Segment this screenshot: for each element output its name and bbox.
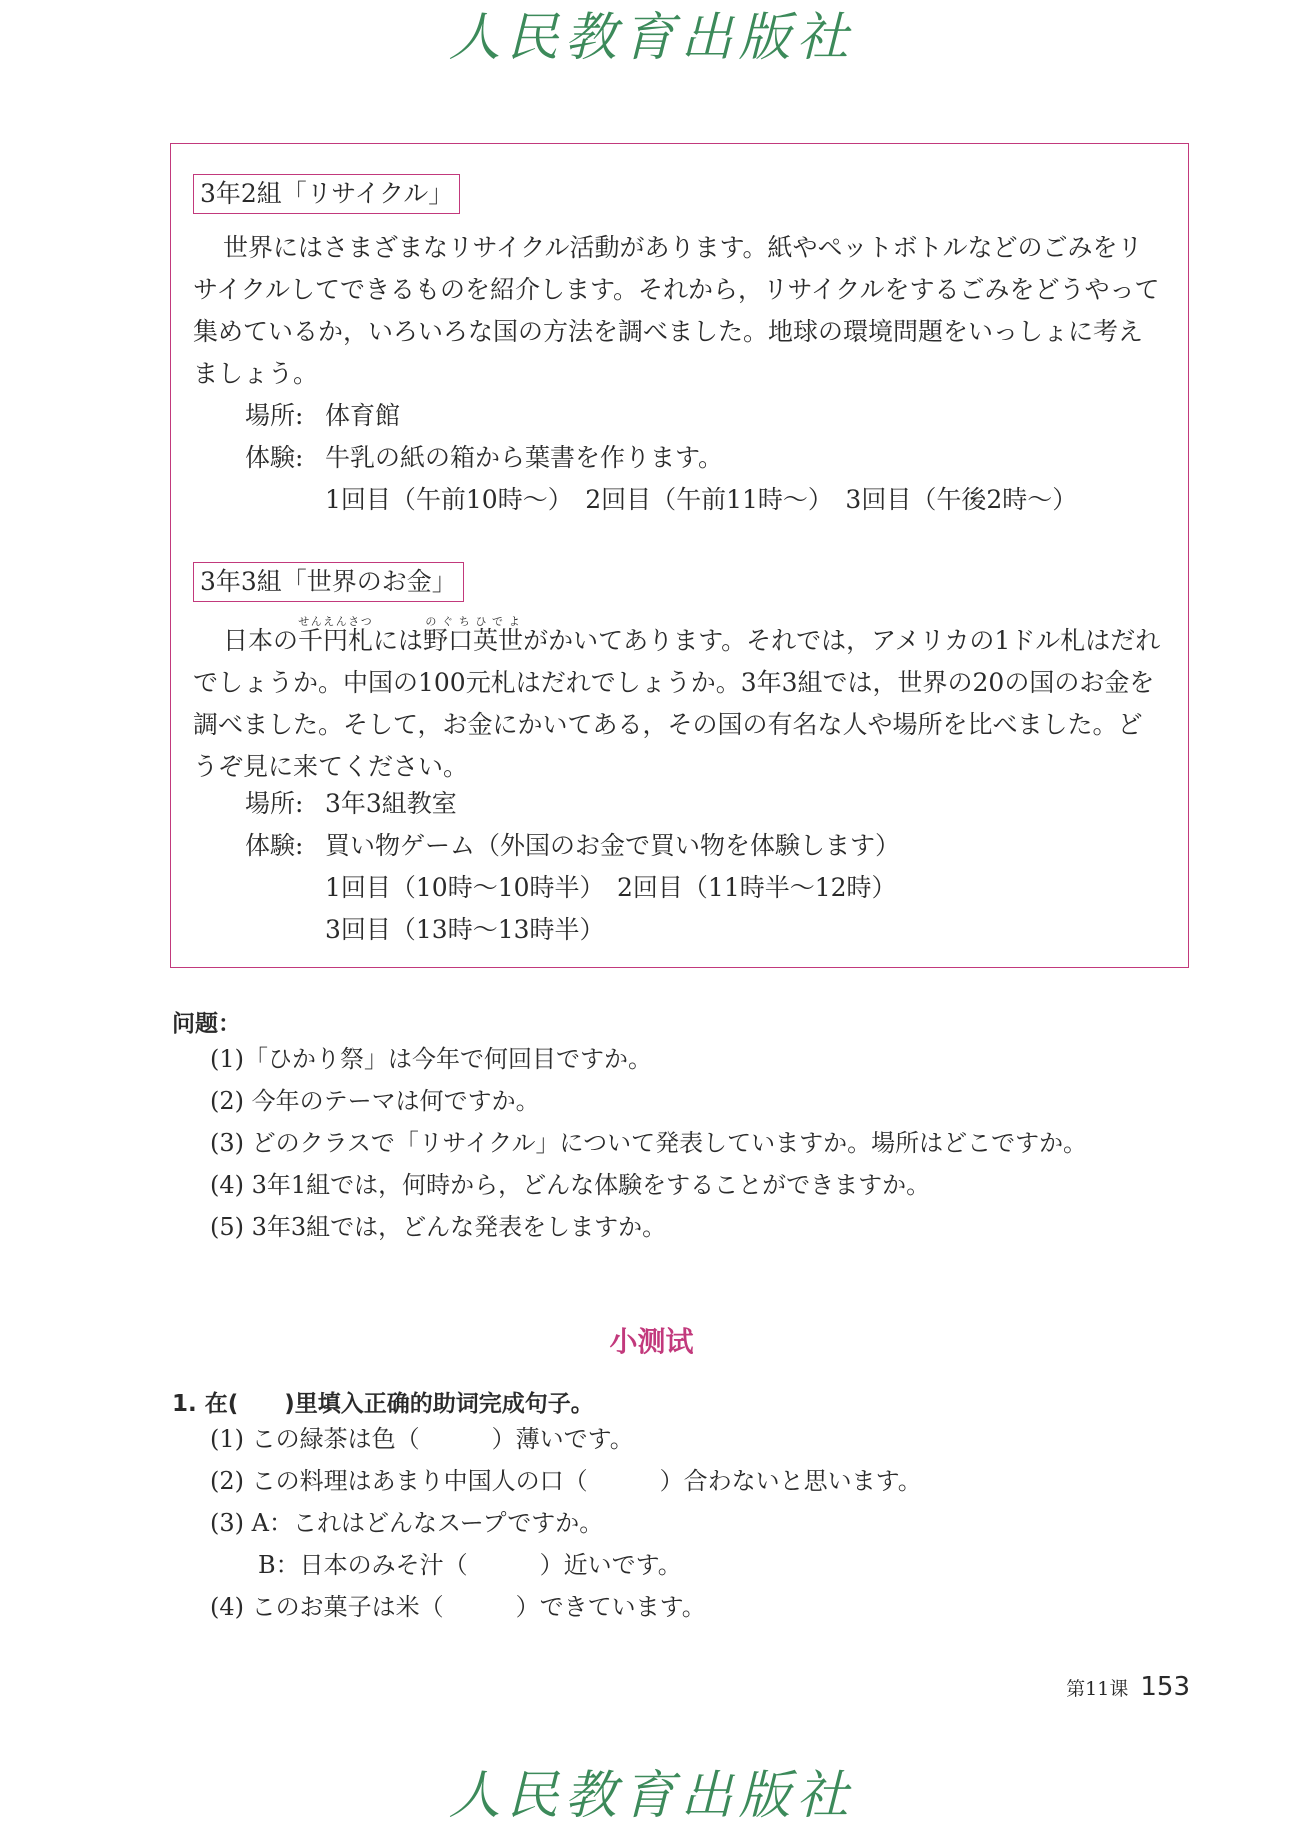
experience-row-money [245, 825, 900, 867]
experience-value: 牛乳の紙の箱から葉書を作ります。 [325, 443, 724, 472]
place-label: 場所: [245, 789, 304, 818]
experience-row-recycle [245, 437, 723, 479]
experience-value: 買い物ゲーム（外国のお金で買い物を体験します） [325, 831, 901, 860]
questions-heading: 问题： [172, 1011, 241, 1037]
times-row-recycle: 1回目（午前10時～） 2回目（午前11時～） 3回目（午後2時～） [325, 485, 1078, 514]
section-body-recycle: 世界にはさまざまなリサイクル活動があります。紙やペットボトルなどのごみをリサイクルしてできるものを紹介します。それから，リサイクルをするごみをどうやって集めているか，いろいろな国の方法を調べました。地球の環境問題をいっしょに考えましょう。 [193, 233, 1160, 388]
exercise-1-heading: 1. 在( )里填入正确的助词完成句子。 [172, 1391, 594, 1417]
section-title-money: 3年3組「世界のお金」 [193, 562, 464, 602]
experience-label: 体験: [245, 443, 304, 472]
times-row-money-1: 1回目（10時～10時半） 2回目（11時半～12時） [325, 873, 897, 902]
lesson-label: 第11课 [1066, 1678, 1129, 1700]
question-item: (2) 今年のテーマは何ですか。 [210, 1087, 540, 1115]
section-body-money [193, 615, 1163, 788]
exercise-item: (3) A：これはどんなスープですか。 [210, 1509, 604, 1537]
question-item: (1)「ひかり祭」は今年で何回目ですか。 [210, 1045, 652, 1073]
place-label: 場所: [245, 401, 304, 430]
body-text: 日本の [223, 626, 299, 655]
question-item: (4) 3年1組では，何時から，どんな体験をすることができますか。 [210, 1171, 931, 1199]
page-number: 153 [1140, 1672, 1190, 1702]
place-row-money [245, 783, 457, 825]
place-value: 体育館 [325, 401, 401, 430]
place-value: 3年3組教室 [325, 789, 457, 818]
place-row-recycle [245, 395, 400, 437]
quiz-title: 小测试 [609, 1325, 694, 1358]
body-text: がかいてあります。それでは，アメリカの1ドル札はだれでしょうか。中国の100元札はだれでしょうか。3年3組では，世界の20の国のお金を調べました。そして，お金にかいてある，その国の有名な人や場所を比べました。どうぞ見に来てください。 [193, 626, 1161, 781]
exercise-item: (4) このお菓子は米（ ）できています。 [210, 1593, 706, 1621]
ruby-senensatsu: 千円札せんえんさつ [298, 615, 374, 655]
publisher-logo-bottom: 人民教育出版社 [448, 1766, 855, 1826]
page-footer [1066, 1672, 1190, 1702]
times-row-money-2: 3回目（13時～13時半） [325, 915, 605, 944]
section-title-recycle: 3年2組「リサイクル」 [193, 174, 460, 214]
exercise-item: (1) この緑茶は色（ ）薄いです。 [210, 1425, 634, 1453]
body-text: には [373, 626, 424, 655]
ruby-noguchi-hideyo: 野口英世のぐちひでよ [423, 615, 524, 655]
event-info-box [170, 143, 1189, 968]
question-item: (5) 3年3組では，どんな発表をしますか。 [210, 1213, 667, 1241]
experience-label: 体験: [245, 831, 304, 860]
exercise-item: (2) この料理はあまり中国人の口（ ）合わないと思います。 [210, 1467, 922, 1495]
publisher-logo-top: 人民教育出版社 [448, 8, 855, 68]
exercise-item: B：日本のみそ汁（ ）近いです。 [210, 1551, 682, 1579]
question-item: (3) どのクラスで「リサイクル」について発表していますか。場所はどこですか。 [210, 1129, 1088, 1157]
